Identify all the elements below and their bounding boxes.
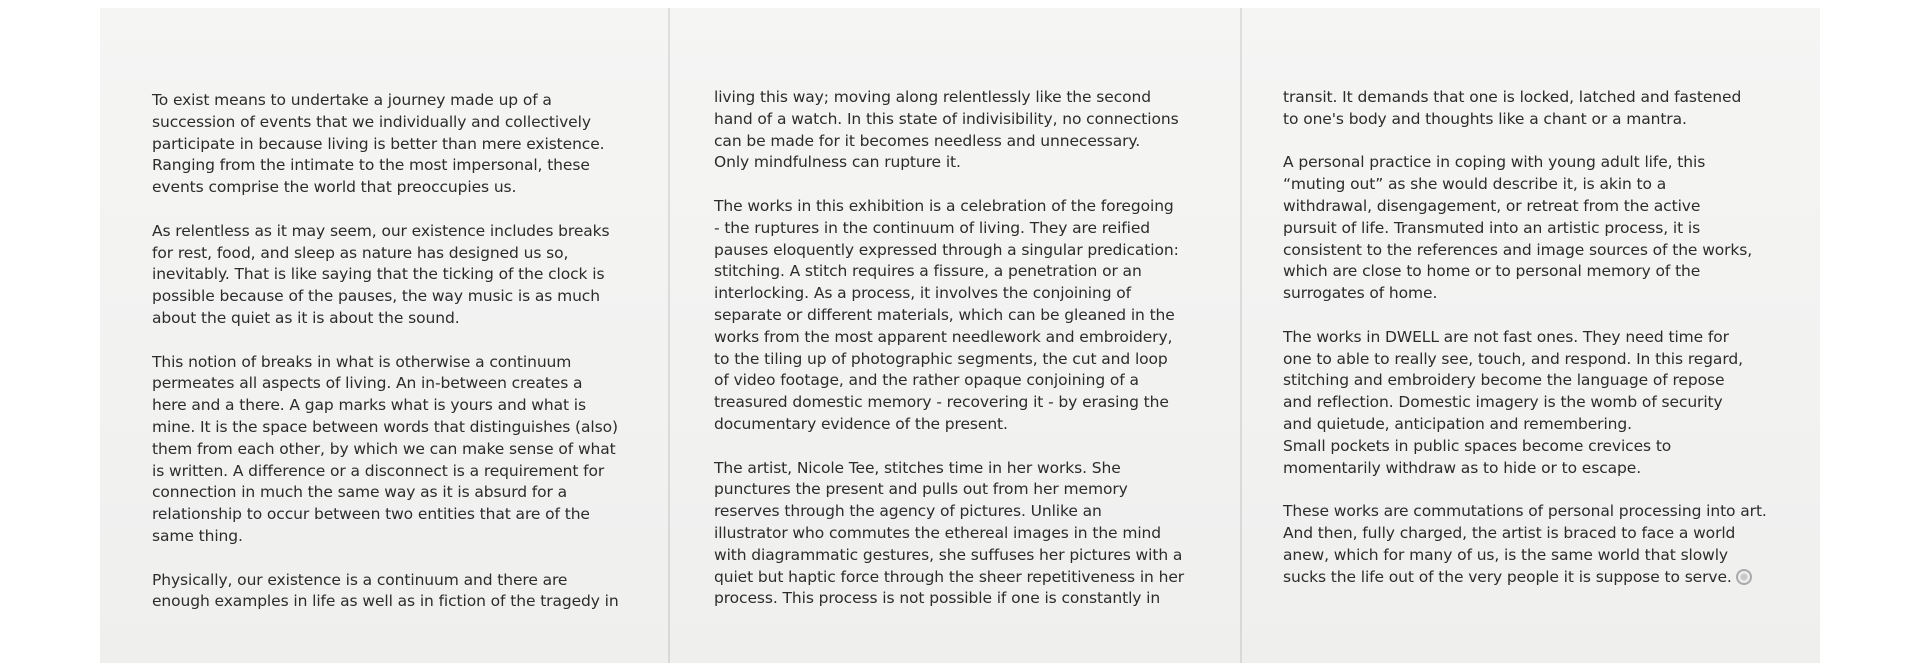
brochure-spread (100, 8, 1820, 663)
text-column-3 (1283, 87, 1793, 588)
paragraph: As relentless as it may seem, our existence includes breaks for rest, food, and sleep as nature has designed us so, inevitably. That is like saying that the ticking of the clock is possible because of the pauses, the way music is as much about the quiet as it is about the sound. (152, 221, 610, 327)
panel-fold-left (668, 8, 670, 663)
paragraph: The artist, Nicole Tee, stitches time in her works. She punctures the present and pulls out from her memory reserves through the agency of pictures. Unlike an illustrator who commutes the ethereal images in the mind with diagrammatic gestures, she suffuses her pictures with a quiet but haptic force through the sheer repetitiveness in her process. This process is not possible if one is constantly in (714, 458, 1185, 608)
paragraph: Physically, our existence is a continuum and there are enough examples in life as well as in fiction of the tragedy in (152, 570, 619, 611)
text-column-1 (152, 90, 652, 613)
paragraph: The works in this exhibition is a celebration of the foregoing - the ruptures in the continuum of living. They are reified pauses eloquently expressed through a singular predication: stitching. A stitch requires a fissure, a penetration or an interlocking. As a process, it involves the conjoining of separate or different materials, which can be gleaned in the works from the most apparent needlework and embroidery, to the tiling up of photographic segments, the cut and loop of video footage, and the rather opaque conjoining of a treasured domestic memory - recovering it - by erasing the documentary evidence of the present. (714, 196, 1179, 433)
paragraph: A personal practice in coping with young adult life, this “muting out” as she would describe it, is akin to a withdrawal, disengagement, or retreat from the active pursuit of life. Transmuted into an artistic process, it is consistent to the references and image sources of the works, which are close to home or to personal memory of the surrogates of home. (1283, 153, 1753, 303)
paragraph-final-text: These works are commutations of personal processing into art. And then, fully charged, the artist is braced to face a world anew, which for many of us, is the same world that slowly sucks the life out of the very people it is suppose to serve. (1283, 502, 1767, 586)
paragraph: This notion of breaks in what is otherwise a continuum permeates all aspects of living. An in-between creates a here and a there. A gap marks what is yours and what is mine. It is the space between words that distinguishes (also) them from each other, by which we can make sense of what is written. A difference or a disconnect is a requirement for connection in much the same way as it is absurd for a relationship to occur between two entities that are of the same thing. (152, 352, 618, 545)
panel-fold-right (1240, 8, 1242, 663)
paragraph: To exist means to undertake a journey made up of a succession of events that we individually and collectively participate in because living is better than mere existence. Ranging from the intimate to the most impersonal, these events comprise the world that preoccupies us. (152, 91, 605, 197)
text-column-2 (714, 87, 1224, 610)
circle-end-mark-icon (1736, 569, 1752, 585)
paragraph-final (1283, 501, 1793, 588)
paragraph: transit. It demands that one is locked, latched and fastened to one's body and thoughts like a chant or a mantra. (1283, 88, 1742, 128)
paragraph: The works in DWELL are not fast ones. They need time for one to able to really see, touch, and respond. In this regard, stitching and embroidery become the language of repose and reflection. Domestic imagery is the womb of security and quietude, anticipation and remembering. Small pockets in public spaces become crevices to momentarily withdraw as to hide or to escape. (1283, 327, 1743, 477)
paragraph: living this way; moving along relentlessly like the second hand of a watch. In this state of indivisibility, no connections can be made for it becomes needless and unnecessary. Only mindfulness can rupture it. (714, 88, 1179, 172)
